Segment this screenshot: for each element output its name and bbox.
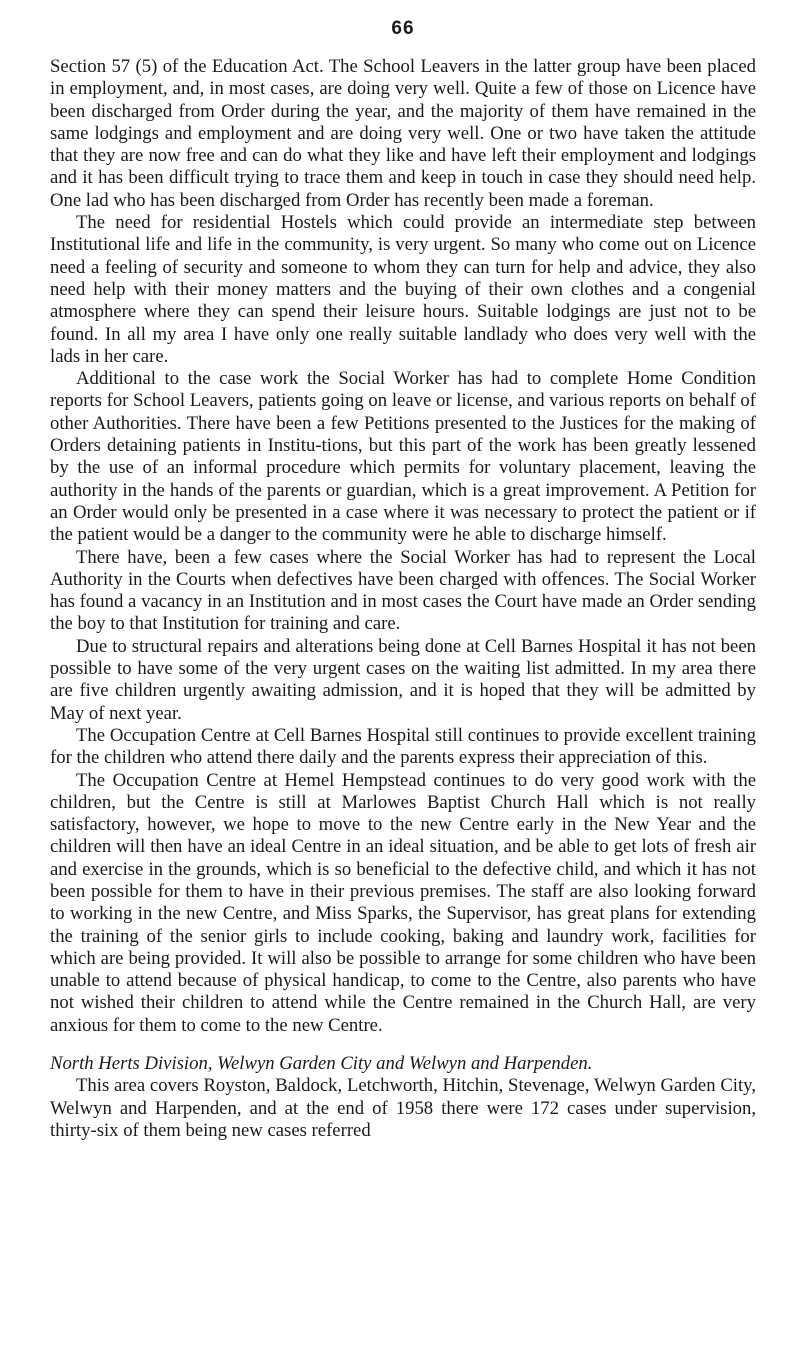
body-text — [50, 56, 756, 1142]
paragraph-school-leavers: Section 57 (5) of the Education Act. The School Leavers in the latter group have been placed in employment, and, in most cases, are doing very well. Quite a few of those on Licence have been discharged from Order during the year, and the majority of them have remained in the same lodgings and employment and are doing very well. One or two have taken the attitude that they are now free and can do what they like and have left their employment and lodgings and it has been difficult trying to trace them and keep in touch in case they should need help. One lad who has been discharged from Order has recently been made a foreman. — [50, 56, 756, 211]
paragraph-residential-hostels: The need for residential Hostels which could provide an intermediate step between Institutional life and life in the community, is very urgent. So many who come out on Licence need a feeling of security and someone to whom they can turn for help and advice, they also need help with their money matters and the buying of their own clothes and a congenial atmosphere where they can spend their leisure hours. Suitable lodgings are just not to be found. In all my area I have only one really suitable landlady who does very well with the lads in her care. — [50, 212, 756, 367]
section-heading: North Herts Division, Welwyn Garden City and Welwyn and Harpenden. — [50, 1053, 593, 1075]
document-page — [50, 0, 756, 1142]
page-number: 66 — [391, 18, 415, 39]
paragraph-occupation-centre-cell-barnes: The Occupation Centre at Cell Barnes Hospital still continues to provide excellent training for the children who attend there daily and the parents express their appreciation of this. — [50, 724, 756, 769]
paragraph-courts: There have, been a few cases where the Social Worker has had to represent the Local Authority in the Courts when defectives have been charged with offences. The Social Worker has found a vacancy in an Institution and in most cases the Court have made an Order sending the boy to that Institution for training and care. — [50, 546, 756, 635]
paragraph-occupation-centre-hemel-hempstead: The Occupation Centre at Hemel Hempstead continues to do very good work with the children, but the Centre is still at Marlowes Baptist Church Hall which is not really satisfactory, however, we hope to move to the new Centre early in the New Year and the children will then have an ideal Centre in an ideal situation, and be able to get lots of fresh air and exercise in the grounds, which is so beneficial to the defective child, and which it has not been possible for them to have in their previous premises. The staff are also looking forward to working in the new Centre, and Miss Sparks, the Supervisor, has great plans for extending the training of the senior girls to include cooking, baking and laundry work, facilities for which are being provided. It will also be possible to arrange for some children who have been unable to attend because of physical handicap, to come to the Centre, also parents who have not wished their children to attend while the Centre remained in the Church Hall, are very anxious for them to come to the new Centre. — [50, 769, 756, 1036]
paragraph-structural-repairs: Due to structural repairs and alterations being done at Cell Barnes Hospital it has not been possible to have some of the very urgent cases on the waiting list admitted. In my area there are five children urgently awaiting admission, and it is hoped that they will be admitted by May of next year. — [50, 635, 756, 724]
paragraph-north-herts: This area covers Royston, Baldock, Letchworth, Hitchin, Stevenage, Welwyn Garden City, Welwyn and Harpenden, and at the end of 1958 there were 172 cases under supervision, thirty-six of them being new cases referred — [50, 1075, 756, 1141]
paragraph-additional-case-work: Additional to the case work the Social Worker has had to complete Home Condition reports for School Leavers, patients going on leave or license, and various reports on behalf of other Authorities. There have been a few Petitions presented to the Justices for the making of Orders detaining patients in Institu-tions, but this part of the work has been greatly lessened by the use of an informal procedure which permits for voluntary placement, leaving the authority in the hands of the parents or guardian, which is a great improvement. A Petition for an Order would only be presented in a case where it was necessary to protect the patient or if the patient would be a danger to the community were he able to discharge himself. — [50, 368, 756, 546]
